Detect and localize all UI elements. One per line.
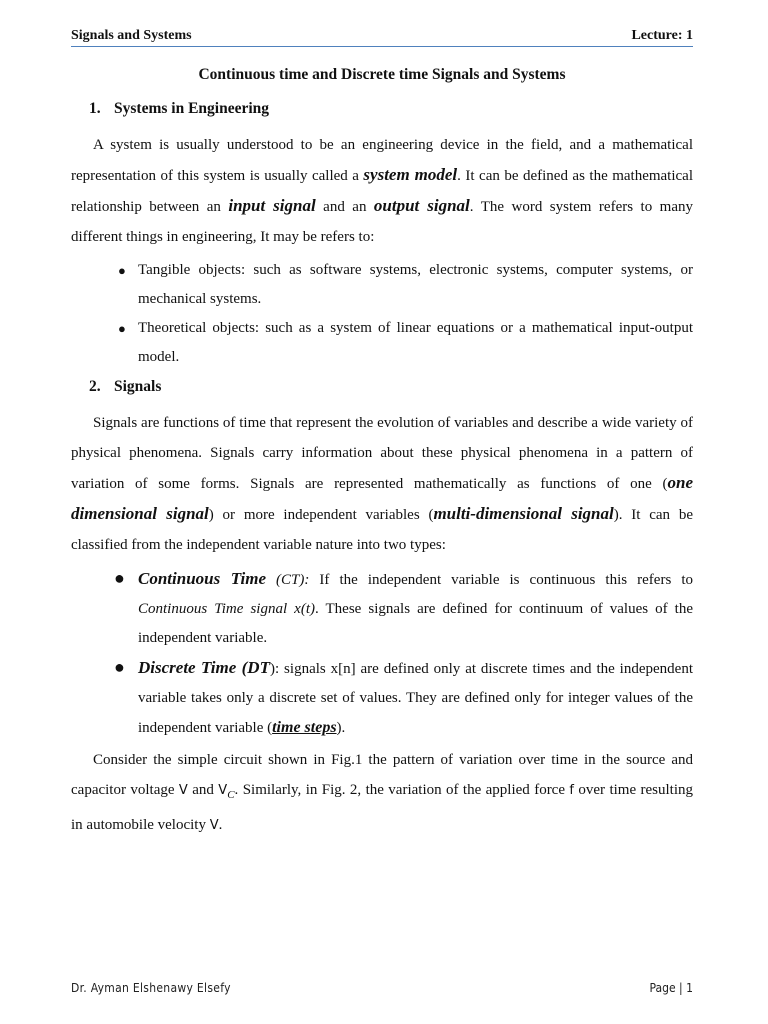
text-run: Signals are functions of time that represent the evolution of variables and describe a wide variety of physical phenomena. Signals carry information about these physical phenomena in a pattern of variation of some forms. Signals are represented mathematically as functions of one ( [71,415,693,492]
bullet-icon: ● [114,657,125,677]
section-2-title: Signals [114,378,162,395]
page-footer [71,978,693,1000]
term-continuous-time: Continuous Time [138,569,267,588]
footer-author: Dr. Ayman Elshenawy Elsefy [71,981,231,995]
page-header [71,26,693,47]
list-item-text: Theoretical objects: such as a system of linear equations or a mathematical input-output model. [138,320,693,365]
text-run: Consider the simple circuit shown in Fig.1 the pattern of variation over time in the source and capacitor voltage [71,752,693,798]
text-run: . It can be defined as the mathematical relationship between an [71,168,693,215]
text-run: (CT): [266,572,310,588]
text-run: A system is usually understood to be an engineering device in the field, and a mathematical representation of this system is usually called a [71,137,693,184]
term-time-steps: time steps [272,719,337,736]
text-run: . These signals are defined for continuum of values of the independent variable. [138,601,693,646]
text-run: : signals x[n] are defined only at discrete times and the independent variable takes only a discrete set of values. They are defined only for integer values of the independent variable ( [138,661,693,736]
list-item-continuous-time [71,564,693,653]
term-one-dimensional-signal: one dimensional signal [71,473,693,523]
text-run: over time resulting in automobile velocity [71,782,693,833]
section-1-bullet-list [71,256,693,372]
section-1-heading [71,96,693,122]
list-item [71,256,693,314]
text-run: ) [269,661,275,677]
text-run: ). [336,720,346,736]
text-run: and an [315,199,374,215]
symbol-vc: V [218,783,228,798]
header-lecture-number: Lecture: 1 [631,28,693,43]
footer-page-number: Page | 1 [649,981,693,995]
text-run: ). It can be classified from the independent variable nature into two types: [71,507,693,553]
bullet-icon: ● [118,321,126,336]
symbol-vc-subscript: C [227,789,235,801]
bullet-icon: ● [114,568,125,588]
text-run: ) or more independent variables ( [208,507,434,523]
page-content [71,62,693,841]
section-1-paragraph [71,130,693,252]
section-1-title: Systems in Engineering [114,100,270,117]
term-system-model: system model [363,165,458,184]
text-run: If the independent variable is continuous this refers to [309,572,693,588]
term-multi-dimensional-signal: multi-dimensional signal [433,504,614,523]
document-title: Continuous time and Discrete time Signals and Systems [198,66,566,83]
text-run: and [187,782,219,798]
text-run: . The word system refers to many different things in engineering, It may be refers to: [71,199,693,245]
header-course-title: Signals and Systems [71,28,192,43]
section-2-paragraph [71,408,693,560]
text-run: . [218,817,223,833]
symbol-f: f [569,783,574,798]
section-2-bullet-list [71,564,693,743]
list-item-text: Tangible objects: such as software systems, electronic systems, computer systems, or mechanical systems. [138,262,693,307]
term-output-signal: output signal [373,196,470,215]
section-1-number: 1. [89,100,101,117]
term-ct-signal: Continuous Time signal x(t) [138,601,315,617]
list-item [71,314,693,372]
section-2-number: 2. [89,378,101,395]
term-discrete-time: Discrete Time (DT [138,658,270,677]
symbol-v: V [178,783,188,798]
bullet-icon: ● [118,263,126,278]
section-2-heading [71,374,693,400]
term-input-signal: input signal [228,196,316,215]
closing-paragraph [71,745,693,841]
list-item-discrete-time [71,653,693,743]
text-run: . Similarly, in Fig. 2, the variation of the applied force [234,782,570,798]
symbol-v-velocity: V [209,818,219,833]
